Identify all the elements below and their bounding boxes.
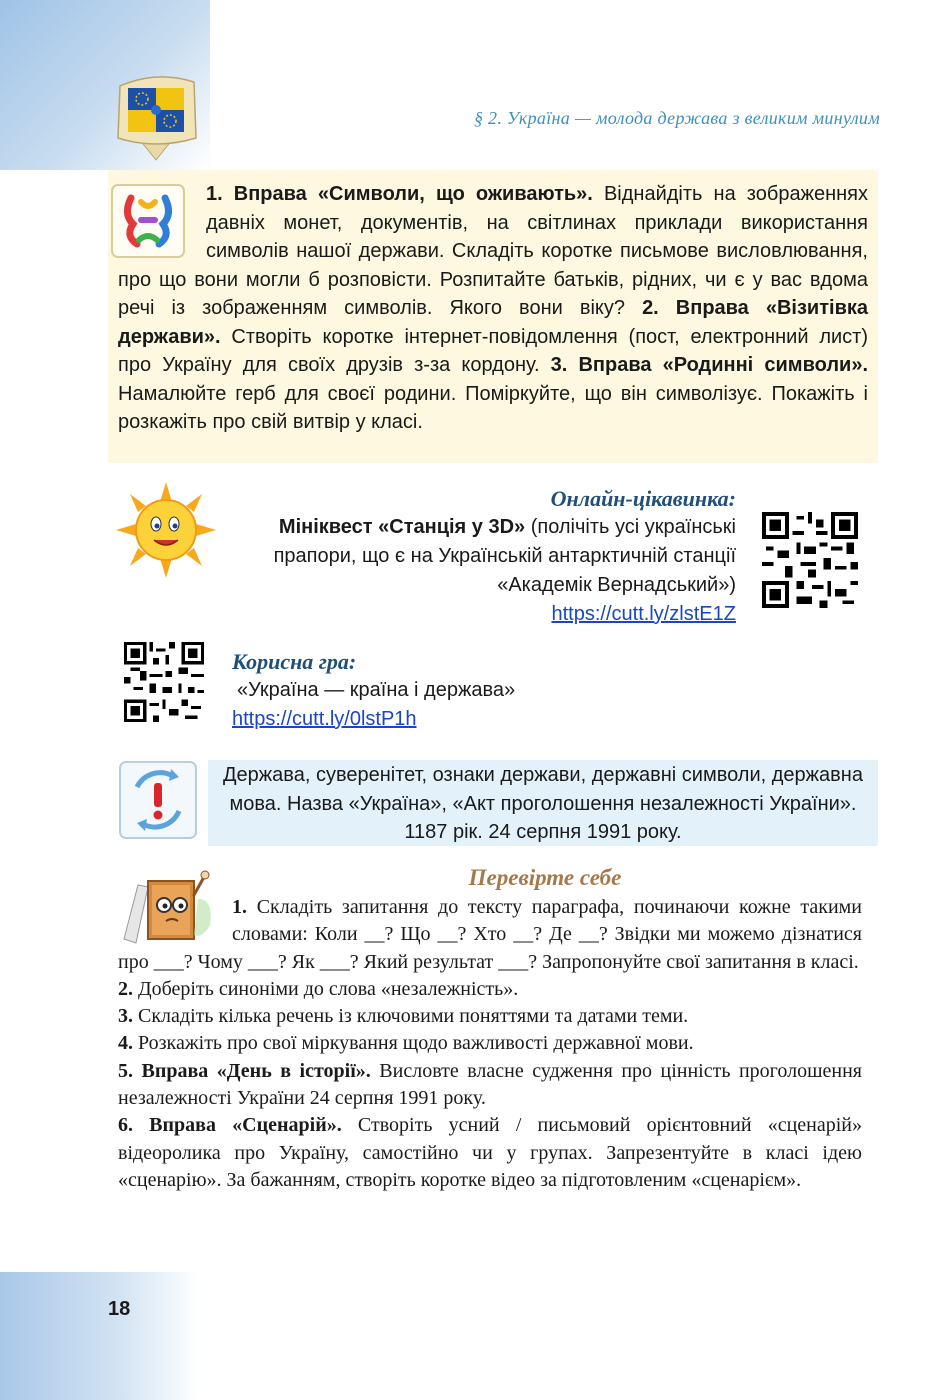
question-2-number: 2.: [118, 977, 133, 1000]
corner-decoration-bottom: [0, 1272, 200, 1400]
exercise-3-text: Намалюйте герб для своєї родини. Поміркуйте, що він символізує. Покажіть і розкажіть про свій витвір у класі.: [118, 382, 868, 433]
question-5-text: Висловте власне судження про цінність проголошення незалежності України 24 серпня 1991 року.: [118, 1059, 862, 1110]
online-text: [240, 513, 736, 600]
check-title: Перевірте себе: [468, 865, 622, 890]
question-4-number: 4.: [118, 1032, 133, 1055]
qr-code-icon: [762, 512, 858, 608]
question-1-number: 1.: [232, 896, 247, 918]
exercise-1-text: Віднайдіть на зображеннях давніх монет, документів, на світлинах приклади використання символів нашої держави. Складіть коротке письмове висловлювання, про що вони могли б розповісти. Розпитайте батьків, рідних, чи є у вас вдома речі із зображенням символів. Якого вони віку?: [118, 183, 868, 319]
exercise-3-label: 3. Вправа «Родинні символи».: [550, 354, 868, 376]
question-3: [118, 1003, 862, 1030]
exercise-2-label: 2. Вправа «Візитівка держави».: [118, 297, 868, 348]
online-heading: Онлайн-цікавинка:: [550, 486, 736, 511]
exercise-1-label: 1. Вправа «Символи, що оживають».: [206, 183, 593, 205]
question-3-number: 3.: [118, 1005, 133, 1028]
keywords-box: Держава, суверенітет, ознаки держави, державні символи, державна мова. Назва «Україна», «Акт проголошення незалежності України». 1187 рік. 24 серпня 1991 року.: [208, 760, 878, 846]
question-5: [118, 1058, 862, 1113]
online-link[interactable]: https://cutt.ly/zlstE1Z: [551, 603, 736, 625]
game-block: [232, 647, 752, 734]
page-number: 18: [108, 1298, 131, 1320]
question-4: [118, 1030, 862, 1057]
game-link[interactable]: https://cutt.ly/0lstP1h: [232, 708, 417, 730]
question-6: [118, 1112, 862, 1194]
paragraph-header: § 2. Україна — молода держава з великим минулим: [473, 108, 880, 128]
game-heading: Корисна гра:: [232, 649, 357, 674]
quest-label: Мініквест «Станція у 3D»: [278, 516, 526, 538]
puzzle-emblem-icon: [110, 68, 202, 162]
question-2-text: Доберіть синоніми до слова «незалежність».: [133, 977, 519, 1000]
qr-code-icon: [124, 642, 204, 722]
quest-text: (полічіть усі українські прапори, що є на Українській антарктичній станції «Академік Вернадський»): [273, 516, 736, 596]
online-block: [240, 484, 736, 629]
question-5-label: 5. Вправа «День в історії».: [118, 1059, 371, 1082]
question-6-text: Створіть усний / письмовий орієнтовний «сценарій» відеоролика про Україну, самостійно чи у групах. Запрезентуйте в класі ідею «сценарію». За бажанням, створіть коротке відео за підготовленим «сценарієм».: [118, 1114, 862, 1191]
question-6-label: 6. Вправа «Сценарій».: [118, 1114, 342, 1137]
sun-icon: [116, 482, 216, 578]
question-3-text: Складіть кілька речень із ключовими поняттями та датами теми.: [133, 1005, 689, 1028]
check-questions: [118, 894, 862, 1194]
game-title: «Україна — країна і держава»: [237, 679, 516, 701]
exercise-text: [118, 180, 868, 437]
question-4-text: Розкажіть про свої міркування щодо важливості державної мови.: [133, 1032, 694, 1055]
question-2: [118, 976, 862, 1003]
exercise-2-text: Створіть коротке інтернет-повідомлення (пост, електронний лист) про Україну для своїх друзів з-за кордону.: [118, 325, 868, 376]
question-1-text: Складіть запитання до тексту параграфа, починаючи кожне такими словами: Коли __? Що __? Хто __? Де __? Звідки ми можемо дізнатися про ___? Чому ___? Як ___? Який результат ___? Запропонуйте свої запитання в класі.: [118, 896, 862, 973]
exclamation-icon: [119, 761, 197, 839]
